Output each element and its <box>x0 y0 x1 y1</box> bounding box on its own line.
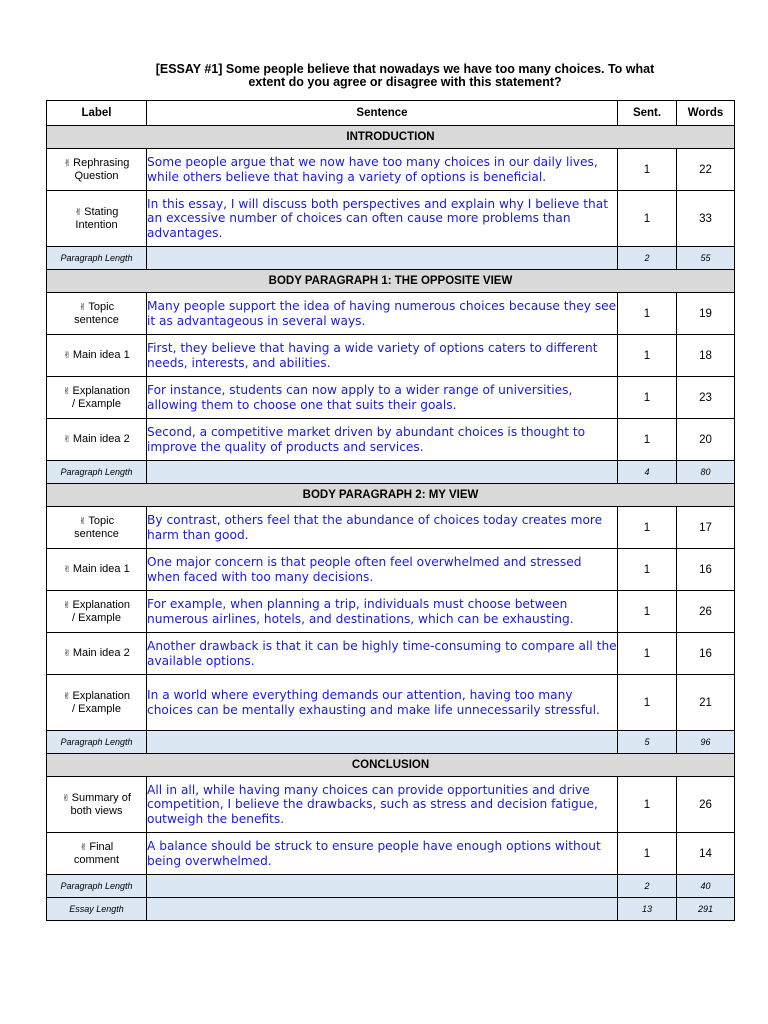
table-row <box>47 675 735 731</box>
section-title: INTRODUCTION <box>47 126 735 149</box>
sentence-cell: By contrast, others feel that the abundance of choices today creates more harm than good. <box>147 507 618 549</box>
sentence-count-cell: 1 <box>618 149 677 191</box>
row-label-line: Explanation <box>72 690 131 702</box>
row-label <box>47 377 147 419</box>
paragraph-length-label: Paragraph Length <box>47 731 147 754</box>
victory-hand-icon: ✌ <box>63 649 71 659</box>
row-label-line: Explanation <box>72 599 131 611</box>
paragraph-sentence-total: 4 <box>618 461 677 484</box>
section-title: CONCLUSION <box>47 754 735 777</box>
row-label <box>47 191 147 247</box>
sentence-count-cell: 1 <box>618 833 677 875</box>
word-count-cell: 26 <box>677 591 735 633</box>
row-label <box>47 633 147 675</box>
paragraph-length-blank <box>147 731 618 754</box>
row-label-line: both views <box>70 805 123 817</box>
row-label-line: / Example <box>72 612 121 624</box>
word-count-cell: 22 <box>677 149 735 191</box>
row-label-line: Main idea 2 <box>72 433 130 445</box>
sentence-count-cell: 1 <box>618 777 677 833</box>
paragraph-length-blank <box>147 247 618 270</box>
word-count-cell: 19 <box>677 293 735 335</box>
row-label-line: sentence <box>74 314 119 326</box>
sentence-cell: First, they believe that having a wide variety of options caters to different needs, interests, and abilities. <box>147 335 618 377</box>
row-label-line: / Example <box>72 703 121 715</box>
paragraph-length-blank <box>147 461 618 484</box>
section-header-row <box>47 484 735 507</box>
section-header-row <box>47 754 735 777</box>
sentence-count-cell: 1 <box>618 591 677 633</box>
table-row <box>47 777 735 833</box>
row-label-line: Explanation <box>72 385 131 397</box>
row-label-line: Rephrasing <box>73 157 130 169</box>
header-sent: Sent. <box>618 101 677 126</box>
section-title: BODY PARAGRAPH 2: MY VIEW <box>47 484 735 507</box>
paragraph-word-total: 40 <box>677 875 735 898</box>
victory-hand-icon: ✌ <box>62 387 71 397</box>
table-row <box>47 591 735 633</box>
sentence-count-cell: 1 <box>618 507 677 549</box>
word-count-cell: 16 <box>677 633 735 675</box>
paragraph-word-total: 80 <box>677 461 735 484</box>
essay-length-label: Essay Length <box>47 898 147 921</box>
row-label <box>47 591 147 633</box>
row-label <box>47 777 147 833</box>
sentence-cell: For example, when planning a trip, individuals must choose between numerous airlines, hotels, and destinations, which can be exhausting. <box>147 591 618 633</box>
row-label-line: sentence <box>74 528 119 540</box>
sentence-cell: Some people argue that we now have too many choices in our daily lives, while others believe that having a variety of options is beneficial. <box>147 149 618 191</box>
victory-hand-icon: ✌ <box>78 303 87 313</box>
sentence-count-cell: 1 <box>618 191 677 247</box>
sentence-cell: One major concern is that people often feel overwhelmed and stressed when faced with too many decisions. <box>147 549 618 591</box>
row-label <box>47 833 147 875</box>
word-count-cell: 26 <box>677 777 735 833</box>
paragraph-sentence-total: 2 <box>618 247 677 270</box>
victory-hand-icon: ✌ <box>78 517 87 527</box>
essay-title-line-2: extent do you agree or disagree with this statement? <box>248 75 562 89</box>
row-label-line: Final <box>89 841 114 853</box>
table-row <box>47 149 735 191</box>
sentence-cell: Second, a competitive market driven by abundant choices is thought to improve the quality of products and services. <box>147 419 618 461</box>
table-row <box>47 335 735 377</box>
victory-hand-icon: ✌ <box>63 565 71 575</box>
table-row <box>47 293 735 335</box>
row-label-line: Stating <box>84 206 119 218</box>
essay-length-blank <box>147 898 618 921</box>
header-words: Words <box>677 101 735 126</box>
table-header-row <box>47 101 735 126</box>
row-label <box>47 675 147 731</box>
table-row <box>47 191 735 247</box>
victory-hand-icon: ✌ <box>62 601 71 611</box>
word-count-cell: 17 <box>677 507 735 549</box>
paragraph-length-label: Paragraph Length <box>47 875 147 898</box>
word-count-cell: 23 <box>677 377 735 419</box>
word-count-cell: 33 <box>677 191 735 247</box>
word-count-cell: 20 <box>677 419 735 461</box>
sentence-count-cell: 1 <box>618 335 677 377</box>
row-label <box>47 335 147 377</box>
row-label <box>47 507 147 549</box>
paragraph-length-row <box>47 247 735 270</box>
victory-hand-icon: ✌ <box>74 208 83 218</box>
victory-hand-icon: ✌ <box>63 351 71 361</box>
victory-hand-icon: ✌ <box>63 435 71 445</box>
row-label-line: Topic <box>88 515 115 527</box>
sentence-cell: A balance should be struck to ensure people have enough options without being overwhelmed. <box>147 833 618 875</box>
table-row <box>47 549 735 591</box>
row-label-line: Intention <box>75 219 118 231</box>
paragraph-word-total: 55 <box>677 247 735 270</box>
row-label <box>47 149 147 191</box>
sentence-cell: In a world where everything demands our attention, having too many choices can be mentally exhausting and make life unnecessarily stressful. <box>147 675 618 731</box>
victory-hand-icon: ✌ <box>79 843 88 853</box>
paragraph-sentence-total: 5 <box>618 731 677 754</box>
essay-length-row <box>47 898 735 921</box>
row-label-line: Main idea 1 <box>72 349 130 361</box>
row-label-line: Summary of <box>71 792 131 804</box>
paragraph-sentence-total: 2 <box>618 875 677 898</box>
victory-hand-icon: ✌ <box>62 794 70 804</box>
victory-hand-icon: ✌ <box>62 692 71 702</box>
paragraph-length-row <box>47 731 735 754</box>
table-row <box>47 377 735 419</box>
essay-sentence-total: 13 <box>618 898 677 921</box>
row-label <box>47 419 147 461</box>
paragraph-length-label: Paragraph Length <box>47 247 147 270</box>
row-label-line: Main idea 2 <box>72 647 130 659</box>
sentence-count-cell: 1 <box>618 377 677 419</box>
word-count-cell: 14 <box>677 833 735 875</box>
essay-title-line-1: [ESSAY #1] Some people believe that nowadays we have too many choices. To what <box>155 62 655 76</box>
essay-table-body <box>47 126 735 921</box>
section-header-row <box>47 270 735 293</box>
section-header-row <box>47 126 735 149</box>
paragraph-length-row <box>47 461 735 484</box>
row-label-line: Main idea 1 <box>72 563 130 575</box>
sentence-cell: In this essay, I will discuss both perspectives and explain why I believe that an excessive number of choices can often cause more problems than advantages. <box>147 191 618 247</box>
paragraph-word-total: 96 <box>677 731 735 754</box>
section-title: BODY PARAGRAPH 1: THE OPPOSITE VIEW <box>47 270 735 293</box>
word-count-cell: 16 <box>677 549 735 591</box>
sentence-count-cell: 1 <box>618 633 677 675</box>
sentence-count-cell: 1 <box>618 675 677 731</box>
table-row <box>47 633 735 675</box>
victory-hand-icon: ✌ <box>63 159 72 169</box>
header-label: Label <box>47 101 147 126</box>
word-count-cell: 18 <box>677 335 735 377</box>
paragraph-length-row <box>47 875 735 898</box>
sentence-cell: For instance, students can now apply to a wider range of universities, allowing them to choose one that suits their goals. <box>147 377 618 419</box>
table-row <box>47 833 735 875</box>
sentence-cell: All in all, while having many choices can provide opportunities and drive competition, I believe the drawbacks, such as stress and decision fatigue, outweigh the benefits. <box>147 777 618 833</box>
essay-title <box>140 63 670 89</box>
sentence-cell: Another drawback is that it can be highly time-consuming to compare all the available options. <box>147 633 618 675</box>
sentence-count-cell: 1 <box>618 293 677 335</box>
table-row <box>47 507 735 549</box>
paragraph-length-blank <box>147 875 618 898</box>
row-label <box>47 549 147 591</box>
row-label-line: Topic <box>88 301 115 313</box>
paragraph-length-label: Paragraph Length <box>47 461 147 484</box>
essay-table <box>46 100 735 921</box>
table-row <box>47 419 735 461</box>
row-label-line: Question <box>74 170 119 182</box>
sentence-cell: Many people support the idea of having numerous choices because they see it as advantageous in several ways. <box>147 293 618 335</box>
sentence-count-cell: 1 <box>618 549 677 591</box>
word-count-cell: 21 <box>677 675 735 731</box>
header-sentence: Sentence <box>147 101 618 126</box>
row-label-line: / Example <box>72 398 121 410</box>
row-label-line: comment <box>73 854 120 866</box>
essay-word-total: 291 <box>677 898 735 921</box>
row-label <box>47 293 147 335</box>
sentence-count-cell: 1 <box>618 419 677 461</box>
